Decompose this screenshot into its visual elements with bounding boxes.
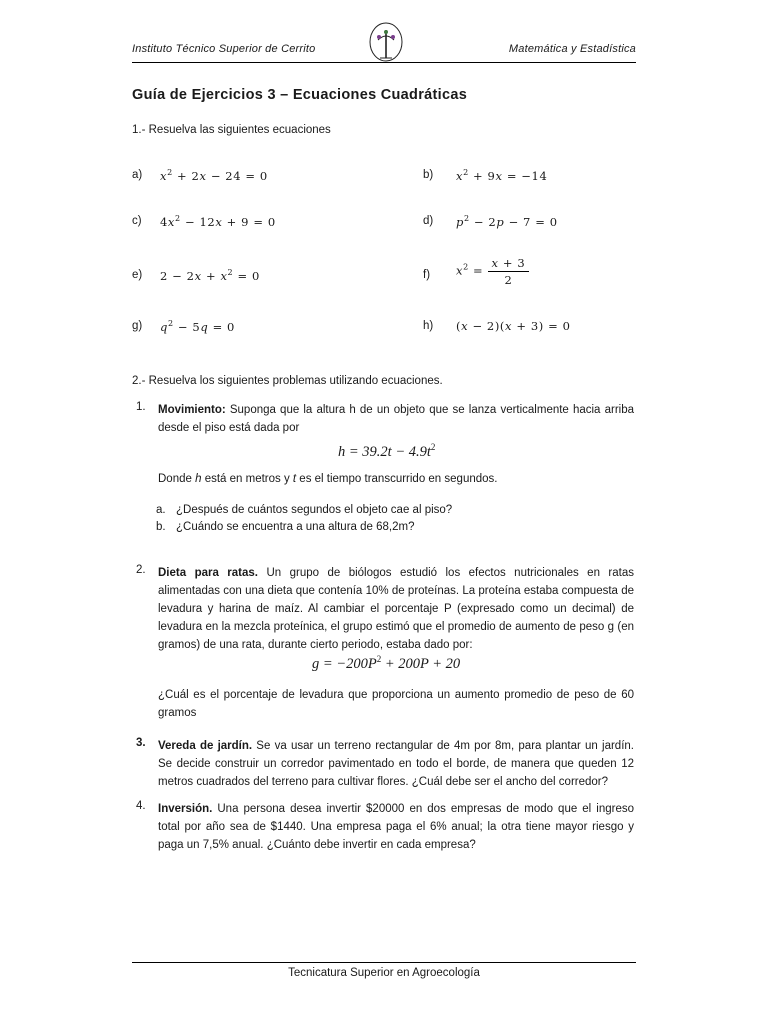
equation-b: $x^2 + 9x = -14$	[456, 168, 548, 183]
header-subject: Matemática y Estadística	[508, 43, 636, 55]
problem1-b-label: b.	[156, 521, 166, 533]
problem2-number: 2.	[136, 564, 146, 576]
problem1-text	[158, 401, 634, 437]
problem2-question: ¿Cuál es el porcentaje de levadura que proporciona un aumento promedio de peso de 60 gramos	[158, 689, 634, 719]
header-rule	[132, 62, 636, 63]
section2-intro: 2.- Resuelva los siguientes problemas utilizando ecuaciones.	[132, 375, 443, 387]
equation-a: $x^2 + 2x - 24 = 0$	[160, 168, 268, 183]
problem4-body: Una persona desea invertir $20000 en dos empresas de modo que el ingreso total por año sea de $1440. Una empresa paga el 6% anual; la otra tiene mayor riesgo y paga un 7,5% anual. ¿Cuánto debe invertir en cada empresa?	[158, 803, 634, 851]
footer-rule	[132, 962, 636, 963]
problem1-after	[158, 470, 497, 488]
problem2-title: Dieta para ratas.	[158, 567, 258, 579]
problem2-text	[158, 564, 634, 654]
section1-intro: 1.- Resuelva las siguientes ecuaciones	[132, 124, 331, 136]
equation-height: $h = 39.2t - 4.9t^2$	[338, 442, 436, 460]
problem4-title: Inversión.	[158, 803, 213, 815]
eq-label-f: f)	[423, 269, 431, 281]
after-post: es el tiempo transcurrido en segundos.	[296, 473, 498, 485]
problem1-title: Movimiento:	[158, 404, 226, 416]
equation-f: $x^2$ = $\frac{x + 3}{2}$	[456, 256, 529, 287]
footer-text: Tecnicatura Superior en Agroecología	[288, 967, 480, 979]
after-h: h	[195, 473, 202, 485]
page-title: Guía de Ejercicios 3 – Ecuaciones Cuadráticas	[132, 87, 468, 103]
eq-label-b: b)	[423, 169, 434, 181]
eq-label-d: d)	[423, 215, 434, 227]
equation-h: (x − 2)(x + 3) = 0	[456, 319, 571, 333]
problem1-body: Suponga que la altura h de un objeto que se lanza verticalmente hacia arriba desde el piso está dada por	[158, 404, 634, 434]
after-pre: Donde	[158, 473, 196, 485]
after-t: t	[292, 473, 297, 485]
problem3-body: Se va usar un terreno rectangular de 4m por 8m, para plantar un jardín. Se decide construir un corredor pavimentado en todo el borde, de manera que queden 12 metros cuadrados del terreno para cultivar flores. ¿Cuál debe ser el ancho del corredor?	[158, 740, 634, 788]
equation-g: $q^2 - 5q = 0$	[160, 319, 235, 334]
problem3-number: 3.	[136, 737, 146, 749]
problem3-title: Vereda de jardín.	[158, 740, 253, 752]
equation-weight: $g = -200P^2 + 200P + 20$	[312, 654, 461, 672]
problem1-a-label: a.	[156, 504, 166, 516]
eq-label-g: g)	[132, 320, 143, 332]
equation-c: $4x^2 - 12x + 9 = 0$	[160, 214, 276, 229]
header-institution: Instituto Técnico Superior de Cerrito	[132, 43, 316, 55]
problem4-text	[158, 800, 634, 854]
problem4-number: 4.	[136, 800, 146, 812]
eq-label-c: c)	[132, 215, 142, 227]
eq-label-h: h)	[423, 320, 434, 332]
institute-logo-icon	[366, 20, 406, 64]
eq-label-a: a)	[132, 169, 143, 181]
problem3-text	[158, 737, 634, 791]
equation-d: $p^2 - 2p - 7 = 0$	[456, 214, 558, 229]
problem2-body: Un grupo de biólogos estudió los efectos nutricionales en ratas alimentadas con una dieta que contenía 10% de proteínas. La proteína estaba compuesta de levadura y harina de maíz. Al cambiar el porcentaje P (expresado como un decimal) de levadura en la mezcla proteínica, el grupo estimó que el promedio de aumento de peso g (en gramos) de una rata, durante cierto periodo, estaba dado por:	[158, 567, 634, 651]
problem1-a-text: ¿Después de cuántos segundos el objeto cae al piso?	[176, 504, 453, 516]
eq-label-e: e)	[132, 269, 143, 281]
problem1-b-text: ¿Cuándo se encuentra a una altura de 68,2m?	[176, 521, 415, 533]
equation-e: $2 - 2x + x^2 = 0$	[160, 268, 260, 283]
problem1-number: 1.	[136, 401, 146, 413]
after-mid: está en metros y	[201, 473, 293, 485]
